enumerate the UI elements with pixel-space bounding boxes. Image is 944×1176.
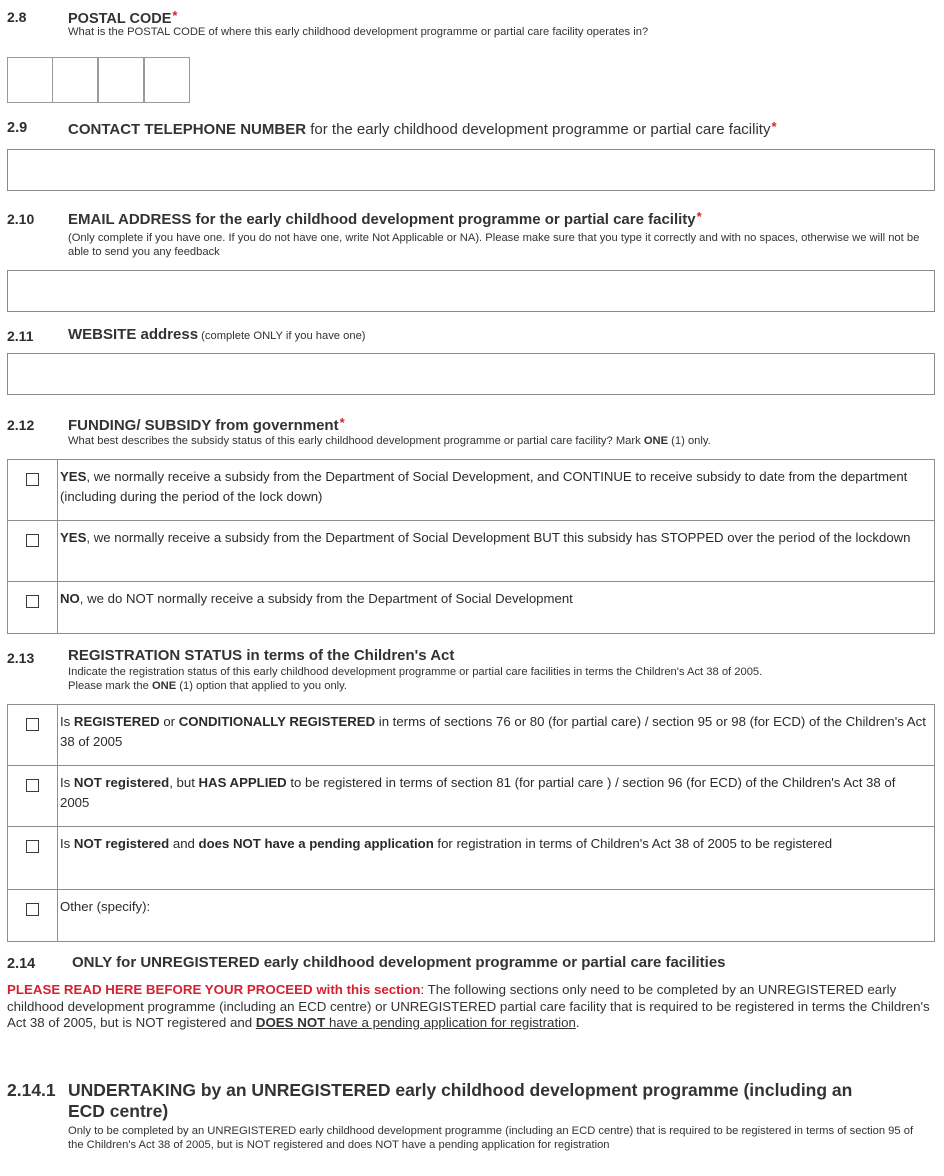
telephone-title-bold: CONTACT TELEPHONE NUMBER bbox=[68, 121, 307, 138]
postal-code-digit-1[interactable] bbox=[7, 57, 53, 103]
registration-option-2-checkbox-cell[interactable] bbox=[8, 766, 58, 827]
funding-option-row[interactable] bbox=[8, 460, 935, 521]
undertaking-title: UNDERTAKING by an UNREGISTERED early childhood development programme (including an ECD centre) bbox=[68, 1080, 853, 1121]
checkbox-icon[interactable] bbox=[26, 779, 39, 792]
funding-option-2-checkbox-cell[interactable] bbox=[8, 521, 58, 582]
telephone-heading bbox=[68, 119, 777, 138]
email-heading bbox=[68, 209, 702, 228]
undertaking-description: Only to be completed by an UNREGISTERED early childhood development programme (including an ECD centre) that is required to be registered in terms of section 95 of the Children's Act 38 of 2005, but is NOT registered and does NOT have a pending application for registration bbox=[68, 1125, 914, 1151]
section-number-2-13: 2.13 bbox=[7, 650, 35, 666]
registration-option-1-checkbox-cell[interactable] bbox=[8, 705, 58, 766]
registration-option-2-label: Is NOT registered, but HAS APPLIED to be registered in terms of section 81 (for partial care ) / section 96 (for ECD) of the Children's Act 38 of 2005 bbox=[58, 766, 935, 827]
registration-option-row[interactable] bbox=[8, 890, 935, 942]
website-title-bold: WEBSITE address bbox=[68, 326, 199, 343]
checkbox-icon[interactable] bbox=[26, 595, 39, 608]
registration-option-row[interactable] bbox=[8, 827, 935, 890]
section-number-2-10: 2.10 bbox=[7, 211, 35, 227]
funding-option-3-label: NO, we do NOT normally receive a subsidy from the Department of Social Development bbox=[58, 582, 935, 634]
email-title: EMAIL ADDRESS for the early childhood development programme or partial care facility bbox=[68, 211, 696, 228]
funding-option-row[interactable] bbox=[8, 521, 935, 582]
email-input[interactable] bbox=[7, 270, 935, 312]
registration-option-4-label: Other (specify): bbox=[58, 890, 935, 942]
section-number-2-14-1: 2.14.1 bbox=[7, 1080, 56, 1100]
checkbox-icon[interactable] bbox=[26, 473, 39, 486]
section-number-2-12: 2.12 bbox=[7, 417, 35, 433]
funding-title: FUNDING/ SUBSIDY from government bbox=[68, 417, 339, 434]
checkbox-icon[interactable] bbox=[26, 840, 39, 853]
notice-red-text: PLEASE READ HERE BEFORE YOUR PROCEED with this section bbox=[7, 982, 421, 997]
funding-options-table bbox=[7, 459, 935, 634]
checkbox-icon[interactable] bbox=[26, 718, 39, 731]
funding-heading bbox=[68, 415, 345, 434]
unregistered-notice: PLEASE READ HERE BEFORE YOUR PROCEED with this section: The following sections only need to be completed by an UNREGISTERED early childhood development programme (including an ECD centre) or UNREGISTERED partial care facility that is required to be registered in terms the Children's Act 38 of 2005, but is NOT registered and DOES NOT have a pending application for registration. bbox=[7, 982, 930, 1030]
funding-option-1-checkbox-cell[interactable] bbox=[8, 460, 58, 521]
registration-options-table bbox=[7, 704, 935, 942]
unregistered-title: ONLY for UNREGISTERED early childhood development programme or partial care facilities bbox=[72, 954, 726, 971]
section-number-2-14: 2.14 bbox=[7, 956, 36, 972]
registration-title: REGISTRATION STATUS in terms of the Children's Act bbox=[68, 647, 455, 664]
checkbox-icon[interactable] bbox=[26, 903, 39, 916]
website-input[interactable] bbox=[7, 353, 935, 395]
section-number-2-9: 2.9 bbox=[7, 120, 28, 136]
telephone-title-rest: for the early childhood development programme or partial care facility bbox=[306, 121, 771, 138]
registration-option-3-label: Is NOT registered and does NOT have a pending application for registration in terms of Children's Act 38 of 2005 to be registered bbox=[58, 827, 935, 890]
funding-description: What best describes the subsidy status of this early childhood development programme or partial care facility? Mark ONE (1) only. bbox=[68, 435, 711, 447]
checkbox-icon[interactable] bbox=[26, 534, 39, 547]
required-asterisk-icon: * bbox=[172, 8, 178, 23]
registration-option-row[interactable] bbox=[8, 766, 935, 827]
website-heading bbox=[68, 326, 366, 343]
funding-option-3-checkbox-cell[interactable] bbox=[8, 582, 58, 634]
registration-option-4-checkbox-cell[interactable] bbox=[8, 890, 58, 942]
registration-description: Indicate the registration status of this early childhood development programme or partial care facilities in terms the Children's Act 38 of 2005. Please mark the ONE (1) option that applied to you only. bbox=[68, 666, 763, 692]
required-asterisk-icon: * bbox=[339, 415, 345, 430]
section-number-2-11: 2.11 bbox=[7, 328, 34, 344]
postal-code-digit-4[interactable] bbox=[144, 57, 190, 103]
postal-code-description: What is the POSTAL CODE of where this early childhood development programme or partial care facility operates in? bbox=[68, 26, 649, 38]
funding-option-row[interactable] bbox=[8, 582, 935, 634]
registration-option-1-label: Is REGISTERED or CONDITIONALLY REGISTERED in terms of sections 76 or 80 (for partial care) / section 95 or 98 (for ECD) of the Children's Act 38 of 2005 bbox=[58, 705, 935, 766]
website-title-note: (complete ONLY if you have one) bbox=[198, 330, 366, 342]
required-asterisk-icon: * bbox=[771, 119, 777, 134]
required-asterisk-icon: * bbox=[696, 209, 702, 224]
registration-option-row[interactable] bbox=[8, 705, 935, 766]
email-description: (Only complete if you have one. If you do not have one, write Not Applicable or NA). Please make sure that you type it correctly and with no spaces, otherwise we will not be able to send you any feedback bbox=[68, 232, 920, 258]
section-number-2-8: 2.8 bbox=[7, 9, 27, 25]
postal-code-digit-3[interactable] bbox=[98, 57, 144, 103]
postal-code-digit-2[interactable] bbox=[52, 57, 98, 103]
telephone-input[interactable] bbox=[7, 149, 935, 191]
postal-code-title: POSTAL CODE bbox=[68, 11, 172, 27]
registration-option-3-checkbox-cell[interactable] bbox=[8, 827, 58, 890]
funding-option-1-label: YES, we normally receive a subsidy from the Department of Social Development, and CONTINUE to receive subsidy to date from the department (including during the period of the lock down) bbox=[58, 460, 935, 521]
funding-option-2-label: YES, we normally receive a subsidy from the Department of Social Development BUT this subsidy has STOPPED over the period of the lockdown bbox=[58, 521, 935, 582]
